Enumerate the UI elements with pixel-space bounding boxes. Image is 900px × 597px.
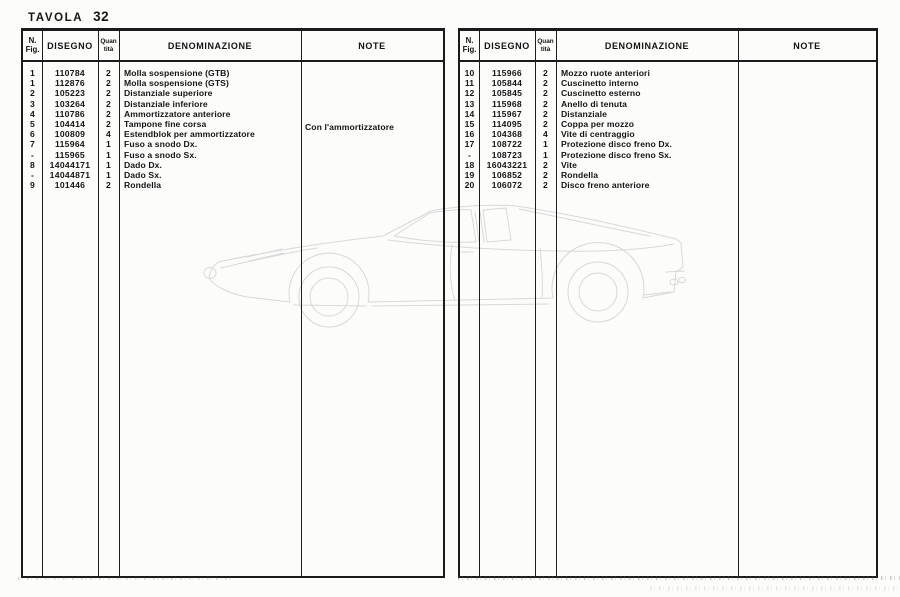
cell-disegno: 115967 [491,108,522,119]
cell-qty: 1 [106,169,111,180]
header-denominazione: DENOMINAZIONE [167,40,253,51]
cell-disegno: 104414 [54,118,86,129]
table-row [23,68,443,78]
cell-fig: 5 [30,118,35,129]
cell-disegno: 14044871 [49,169,91,180]
cell-den: Coppa per mozzo [561,118,635,129]
table-row [460,68,876,78]
table-row [23,139,443,149]
table-row [23,99,443,109]
page-title [28,9,109,24]
cell-disegno: 101446 [54,180,86,191]
cell-den: Distanziale [561,108,607,119]
cell-fig: 10 [464,68,475,78]
cell-disegno: 115964 [54,139,85,150]
parts-table-left [21,28,445,578]
header-quantita [98,38,119,52]
cell-disegno: 115965 [54,149,85,160]
cell-fig: 3 [30,98,35,109]
cell-qty: 1 [106,159,111,170]
cell-disegno: 105844 [491,78,523,89]
table-row [23,170,443,180]
table-row [23,180,443,190]
cell-qty: 2 [106,78,111,89]
cell-disegno: 110784 [54,68,85,78]
cell-fig: 1 [30,68,35,78]
cell-qty: 4 [543,129,548,140]
cell-fig: - [31,149,34,160]
page-title-number: 32 [93,9,110,24]
table-row [460,170,876,180]
cell-qty: 1 [106,149,111,160]
header-quantita [535,38,556,52]
header-fig-line2: Fig. [462,44,477,54]
cell-den: Molla sospensione (GTS) [124,78,229,89]
table-header-row [460,31,876,62]
cell-den: Cuscinetto esterno [561,88,641,99]
cell-qty: 2 [543,169,548,180]
table-rows [460,68,876,190]
table-row [460,129,876,139]
header-fig-line2: Fig. [25,44,40,54]
parts-table-right [458,28,878,578]
page-title-label: TAVOLA [28,12,84,24]
cell-disegno: 105223 [54,88,86,99]
cell-disegno: 100809 [54,129,86,140]
cell-fig: 14 [464,108,475,119]
cell-qty: 2 [543,108,548,119]
cell-den: Fuso a snodo Sx. [124,149,197,160]
cell-disegno: 16043221 [486,159,528,170]
cell-disegno: 108723 [491,149,523,160]
cell-fig: 13 [464,98,475,109]
header-fig [460,37,479,54]
cell-den: Vite [561,159,578,170]
cell-disegno: 115968 [491,98,522,109]
table-row [23,160,443,170]
header-quantita-line1: Quan [537,38,554,46]
cell-disegno: 103264 [54,98,86,109]
cell-qty: 2 [543,180,548,191]
header-fig-line1: N. [465,36,474,46]
table-row [460,78,876,88]
cell-qty: 2 [106,88,111,99]
cell-fig: 12 [464,88,475,99]
cell-disegno: 104368 [491,129,523,140]
cell-fig: - [31,169,34,180]
cell-den: Rondella [124,180,162,191]
header-note: NOTE [793,40,821,51]
header-fig [23,37,42,54]
cell-den: Ammortizzatore anteriore [124,108,231,119]
table-row [460,150,876,160]
header-quantita-line1: Quan [100,38,117,46]
cell-den: Disco freno anteriore [561,180,650,191]
cell-fig: 4 [30,108,35,119]
cell-fig: 7 [30,139,35,150]
cell-qty: 2 [106,108,111,119]
cell-disegno: 115966 [491,68,522,78]
cell-qty: 1 [106,139,111,150]
scan-noise [18,577,233,580]
cell-qty: 4 [106,129,111,140]
cell-fig: 6 [30,129,35,140]
cell-qty: 2 [106,98,111,109]
cell-den: Rondella [561,169,599,180]
table-row [460,88,876,98]
cell-qty: 2 [543,118,548,129]
header-disegno: DISEGNO [484,40,530,51]
table-row [23,109,443,119]
cell-den: Distanziale inferiore [124,98,208,109]
cell-fig: 1 [30,78,35,89]
table-row [23,78,443,88]
cell-den: Dado Dx. [124,159,163,170]
cell-fig: 9 [30,180,35,191]
cell-fig: 16 [464,129,475,140]
cell-fig: 18 [464,159,475,170]
cell-den: Dado Sx. [124,169,162,180]
header-fig-line1: N. [28,36,37,46]
cell-qty: 2 [543,98,548,109]
cell-fig: 20 [464,180,475,191]
table-row [460,139,876,149]
note-annotation: Con l'ammortizzatore [305,122,395,132]
cell-qty: 1 [543,139,548,150]
cell-fig: 19 [464,169,475,180]
table-header-row [23,31,443,62]
cell-disegno: 112876 [54,78,85,89]
cell-disegno: 105845 [491,88,523,99]
table-row [460,119,876,129]
cell-den: Distanziale superiore [124,88,213,99]
cell-qty: 2 [106,118,111,129]
cell-fig: 11 [464,78,475,89]
cell-den: Protezione disco freno Dx. [561,139,672,150]
cell-den: Tampone fine corsa [124,118,207,129]
scan-noise [650,586,900,591]
cell-den: Protezione disco freno Sx. [561,149,672,160]
cell-den: Anello di tenuta [561,98,628,109]
cell-disegno: 106072 [491,180,523,191]
cell-fig: - [468,149,471,160]
header-quantita-line2: tità [103,45,114,53]
cell-fig: 2 [30,88,35,99]
cell-den: Mozzo ruote anteriori [561,68,650,78]
cell-qty: 2 [106,180,111,191]
cell-disegno: 14044171 [49,159,91,170]
cell-disegno: 106852 [491,169,523,180]
table-row [460,180,876,190]
cell-qty: 2 [543,159,548,170]
cell-fig: 15 [464,118,475,129]
cell-qty: 2 [543,88,548,99]
cell-disegno: 108722 [491,139,523,150]
scan-noise [458,576,900,580]
table-row [23,88,443,98]
cell-disegno: 114095 [491,118,522,129]
cell-fig: 17 [464,139,475,150]
cell-den: Vite di centraggio [561,129,635,140]
table-row [460,99,876,109]
cell-qty: 2 [543,68,548,78]
cell-qty: 1 [543,149,548,160]
header-disegno: DISEGNO [47,40,93,51]
cell-den: Estendblok per ammortizzatore [124,129,255,140]
cell-qty: 2 [543,78,548,89]
table-row [460,109,876,119]
cell-disegno: 110786 [54,108,85,119]
table-row [460,160,876,170]
header-note: NOTE [358,40,386,51]
cell-den: Molla sospensione (GTB) [124,68,230,78]
table-row [23,150,443,160]
header-quantita-line2: tità [540,45,551,53]
header-denominazione: DENOMINAZIONE [604,40,690,51]
cell-den: Cuscinetto interno [561,78,639,89]
cell-qty: 2 [106,68,111,78]
cell-fig: 8 [30,159,35,170]
cell-den: Fuso a snodo Dx. [124,139,198,150]
